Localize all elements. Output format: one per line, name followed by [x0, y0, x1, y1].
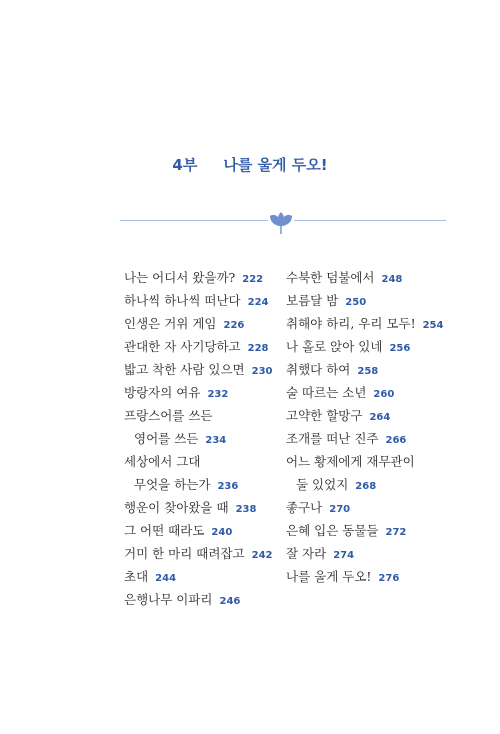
toc-entry-page: 230	[251, 366, 273, 377]
toc-entry-page: 234	[205, 435, 227, 446]
toc-entry-page: 268	[355, 481, 377, 492]
toc-entry-page: 272	[385, 527, 407, 538]
toc-entry	[124, 519, 272, 542]
ginkgo-leaf-icon	[266, 208, 296, 238]
part-heading	[0, 154, 500, 175]
toc-entry-page: 226	[223, 320, 245, 331]
toc-entry	[124, 450, 272, 473]
toc-entry	[286, 450, 443, 473]
toc-entry	[124, 335, 272, 358]
toc-entry-title: 영어를 쓰든	[134, 431, 199, 446]
toc-entry-page: 266	[385, 435, 407, 446]
toc-entry-title: 은행나무 이파리	[124, 592, 213, 607]
toc-entry	[124, 358, 272, 381]
toc-entry	[124, 289, 272, 312]
toc-entry-title: 방랑자의 여유	[124, 385, 201, 400]
toc-entry-title: 프랑스어를 쓰든	[124, 408, 213, 423]
toc-left-column	[124, 266, 272, 611]
toc-entry-title: 인생은 거위 게임	[124, 316, 217, 331]
toc-entry-page: 242	[251, 550, 273, 561]
toc-entry-page: 244	[155, 573, 177, 584]
toc-entry-page: 264	[369, 412, 391, 423]
toc-entry-page: 260	[373, 389, 395, 400]
toc-entry-title: 조개를 떠난 진주	[286, 431, 379, 446]
toc-entry-page: 276	[378, 573, 400, 584]
toc-entry	[124, 312, 272, 335]
toc-entry-page: 258	[357, 366, 379, 377]
toc-entry	[124, 542, 272, 565]
toc-entry	[286, 496, 443, 519]
toc-entry-title: 나는 어디서 왔을까?	[124, 270, 236, 285]
toc-entry-title: 거미 한 마리 때려잡고	[124, 546, 245, 561]
toc-entry-title: 하나씩 하나씩 떠난다	[124, 293, 241, 308]
toc-entry-page: 250	[345, 297, 367, 308]
toc-entry-title: 고약한 할망구	[286, 408, 363, 423]
toc-entry	[124, 266, 272, 289]
toc-entry	[124, 496, 272, 519]
toc-entry-page: 224	[247, 297, 269, 308]
toc-entry-title: 수북한 덤불에서	[286, 270, 375, 285]
toc-entry-title: 그 어떤 때라도	[124, 523, 205, 538]
toc-entry	[124, 404, 272, 427]
toc-entry	[124, 565, 272, 588]
toc-entry-page: 270	[329, 504, 351, 515]
toc-entry	[124, 427, 272, 450]
toc-entry-title: 둘 있었지	[296, 477, 349, 492]
toc-entry-page: 236	[217, 481, 239, 492]
toc-entry-title: 취했다 하여	[286, 362, 351, 377]
toc-entry-title: 행운이 찾아왔을 때	[124, 500, 229, 515]
toc-entry-title: 술 따르는 소년	[286, 385, 367, 400]
toc-entry	[286, 335, 443, 358]
toc-entry-title: 밟고 착한 사람 있으면	[124, 362, 245, 377]
toc-entry-page: 238	[235, 504, 257, 515]
toc-entry-page: 248	[381, 274, 403, 285]
toc-entry	[286, 381, 443, 404]
toc-entry-page: 256	[389, 343, 411, 354]
toc-entry	[286, 404, 443, 427]
toc-entry-title: 나를 울게 두오!	[286, 569, 372, 584]
toc-entry	[286, 565, 443, 588]
part-number: 4부	[172, 156, 198, 174]
toc-entry-page: 232	[207, 389, 229, 400]
toc-entry-title: 무엇을 하는가	[134, 477, 211, 492]
toc-entry	[124, 588, 272, 611]
toc-entry	[286, 542, 443, 565]
toc-entry-title: 좋구나	[286, 500, 323, 515]
toc-entry	[286, 358, 443, 381]
toc-entry-page: 246	[219, 596, 241, 607]
toc-entry-page: 274	[333, 550, 355, 561]
toc-entry-page: 228	[247, 343, 269, 354]
toc-entry	[286, 427, 443, 450]
toc-entry	[286, 266, 443, 289]
toc-entry	[124, 381, 272, 404]
toc-entry-title: 은혜 입은 동물들	[286, 523, 379, 538]
toc-right-column	[286, 266, 443, 588]
part-title: 나를 울게 두오!	[223, 156, 328, 174]
divider-right	[294, 220, 446, 221]
toc-entry-title: 세상에서 그대	[124, 454, 201, 469]
toc-entry-title: 잘 자라	[286, 546, 327, 561]
toc-entry-title: 관대한 자 사기당하고	[124, 339, 241, 354]
toc-entry	[286, 312, 443, 335]
toc-entry-title: 취해야 하리, 우리 모두!	[286, 316, 416, 331]
toc-entry	[124, 473, 272, 496]
toc-entry	[286, 289, 443, 312]
toc-entry-title: 초대	[124, 569, 149, 584]
toc-entry-title: 나 홀로 앉아 있네	[286, 339, 383, 354]
divider-left	[120, 220, 268, 221]
toc-entry-page: 254	[422, 320, 444, 331]
toc-entry-title: 어느 황제에게 재무관이	[286, 454, 415, 469]
toc-entry	[286, 473, 443, 496]
toc-entry	[286, 519, 443, 542]
toc-entry-page: 222	[242, 274, 264, 285]
toc-entry-title: 보름달 밤	[286, 293, 339, 308]
toc-entry-page: 240	[211, 527, 233, 538]
